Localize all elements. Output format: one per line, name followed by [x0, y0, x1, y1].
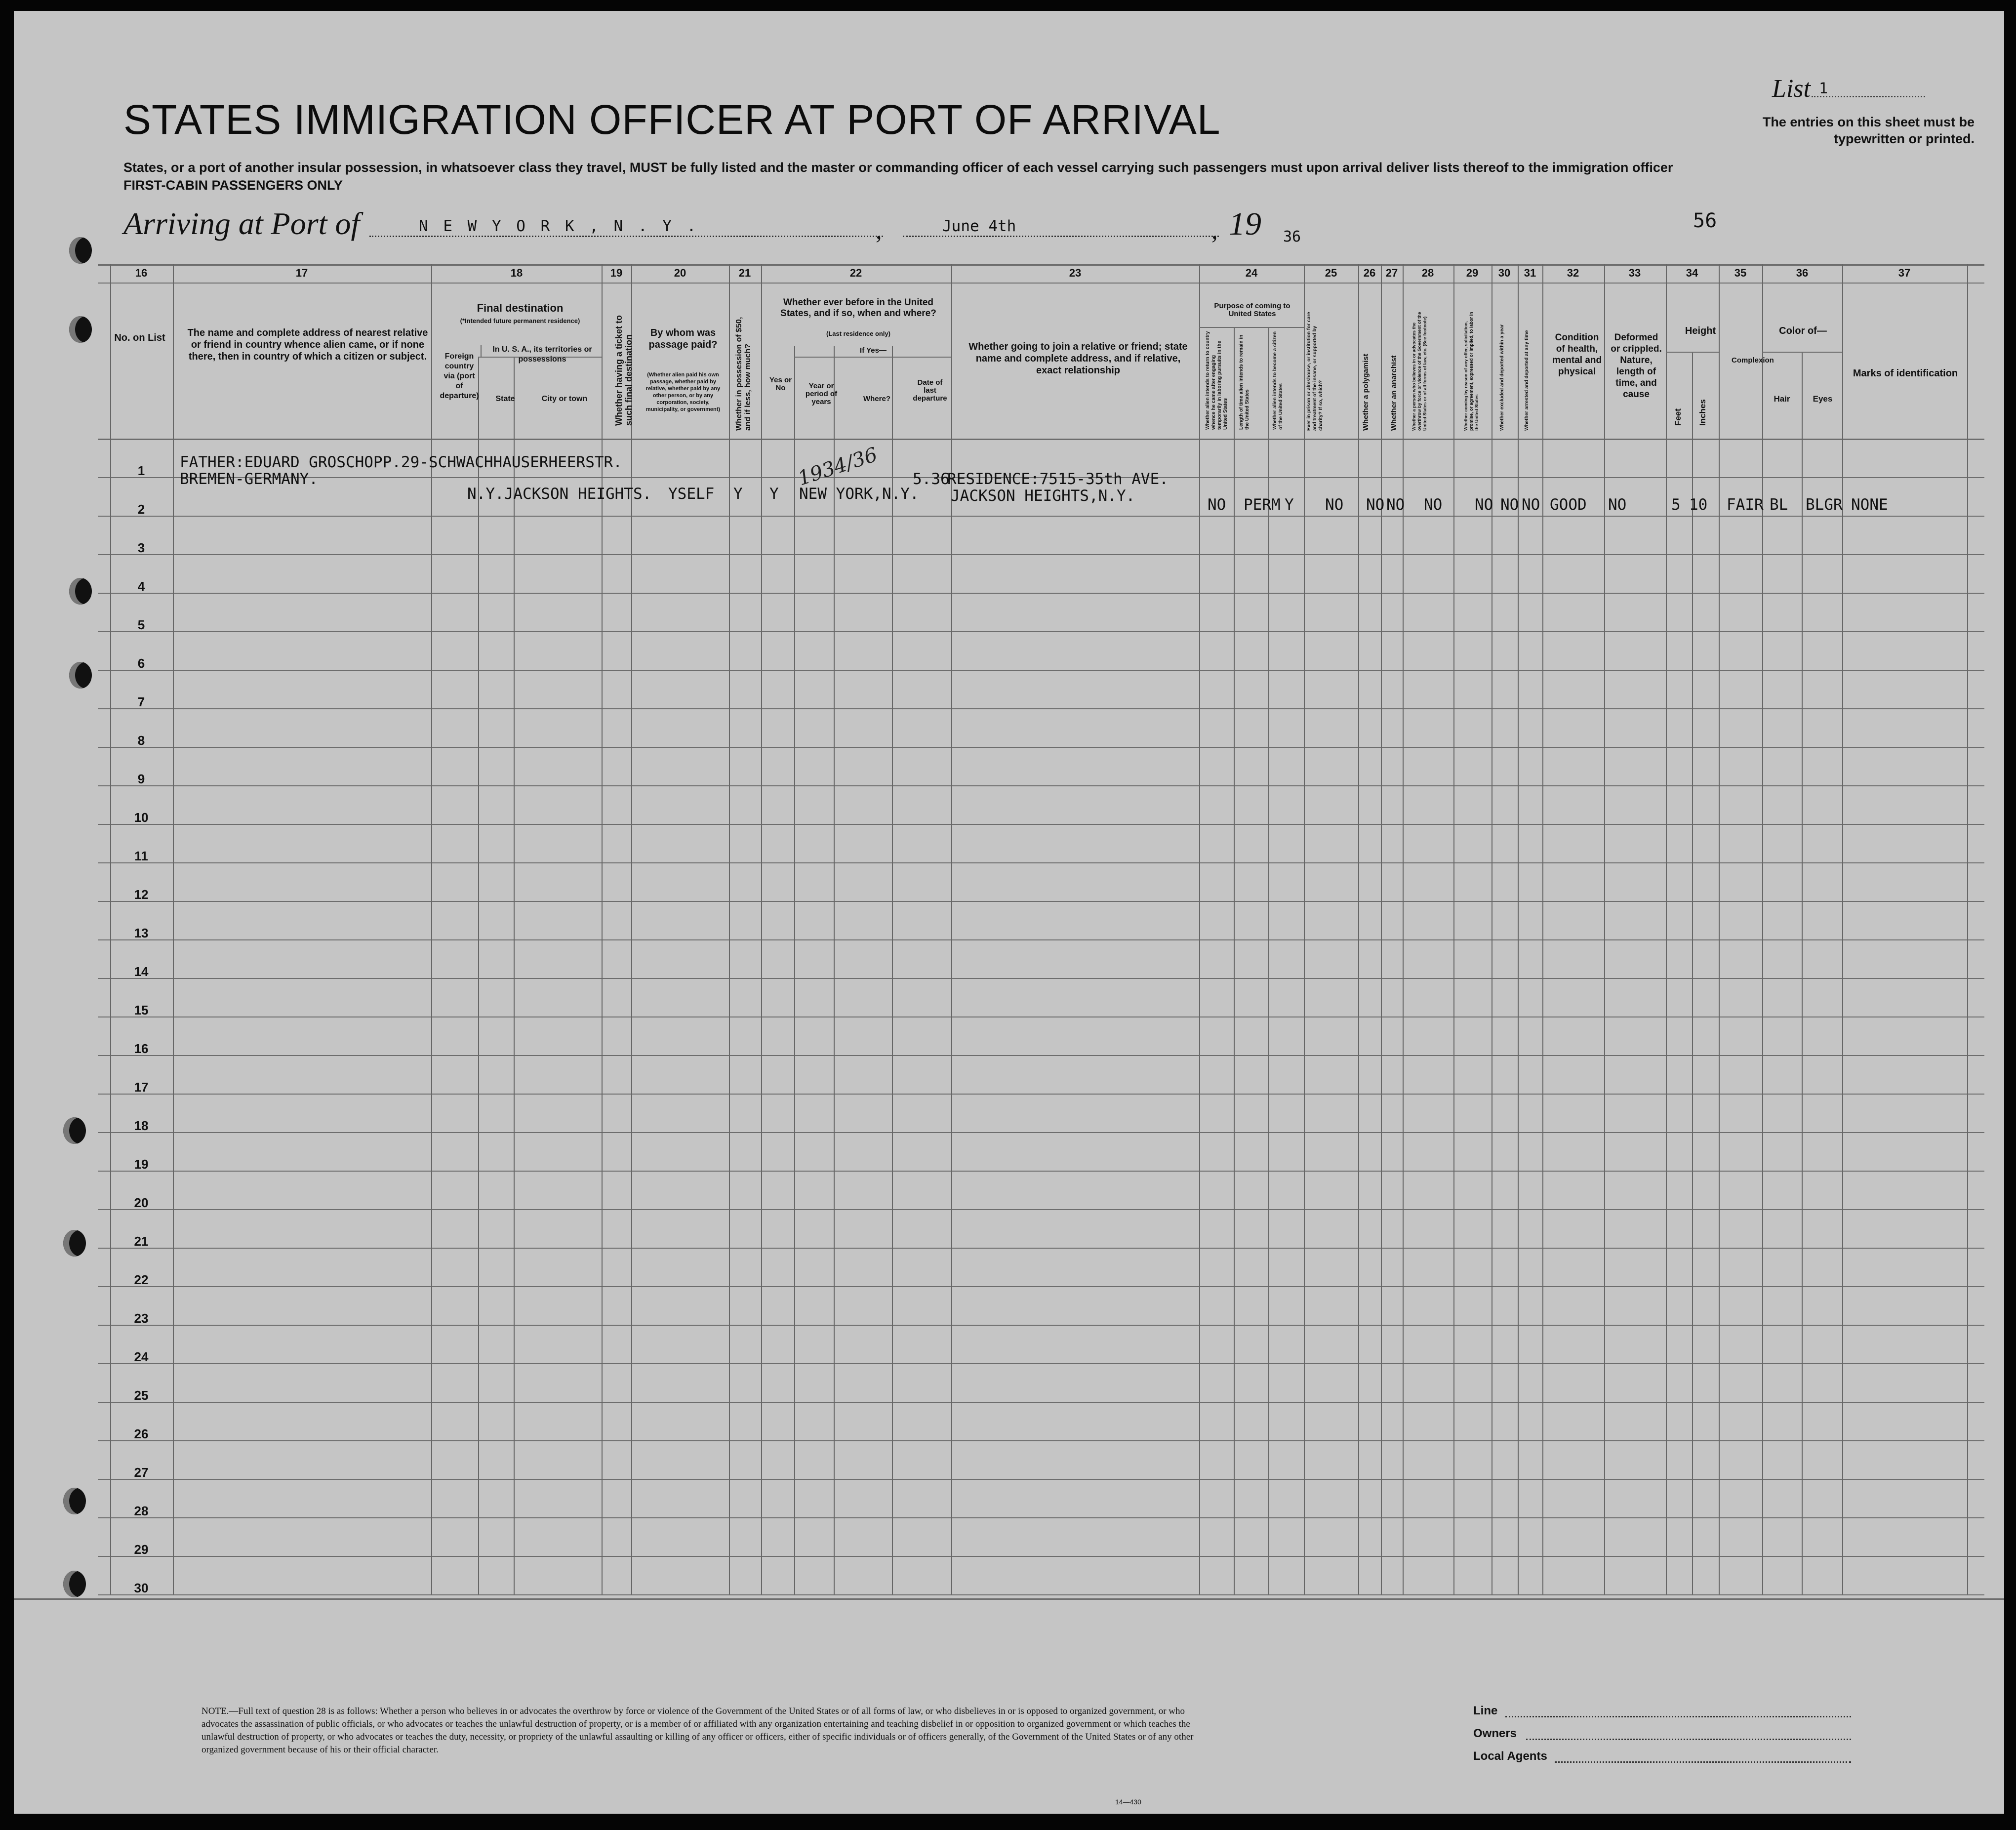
row-rule	[98, 747, 1984, 748]
column-number: 27	[1385, 267, 1398, 279]
passenger-class: FIRST-CABIN PASSENGERS ONLY	[123, 178, 343, 193]
header-col34-inches: Inches	[1698, 399, 1707, 426]
agents-label: Local Agents	[1473, 1749, 1547, 1763]
subheader-rule	[1199, 327, 1304, 328]
header-col30: Whether excluded and deported within a year	[1499, 324, 1505, 431]
header-col20-note: (Whether alien paid his own passage, whether paid by relative, whether paid by any other person, or by any corporation, society, municipality, or government)	[645, 372, 721, 412]
column-number: 16	[135, 267, 148, 279]
row-number: 11	[134, 849, 148, 863]
entry-eyes: BLGR	[1806, 496, 1843, 514]
column-rule	[761, 264, 762, 1594]
row-number: 15	[134, 1003, 149, 1017]
header-col18-city: City or town	[541, 395, 588, 403]
port-line	[369, 236, 883, 237]
owners-field	[1526, 1739, 1851, 1740]
punch-hole	[69, 662, 92, 689]
row-number: 23	[134, 1311, 149, 1326]
column-number: 26	[1363, 267, 1376, 279]
column-rule	[110, 264, 111, 1594]
date-line	[903, 236, 1219, 237]
entry-ticket: Y	[733, 485, 743, 503]
row-number: 25	[134, 1388, 149, 1403]
comma-2: ,	[1211, 216, 1218, 244]
punch-hole	[69, 578, 92, 605]
column-number: 31	[1524, 267, 1536, 279]
column-number: 21	[738, 267, 751, 279]
header-col22-title: Whether ever before in the United States, and if so, when and where?	[780, 297, 936, 319]
header-col22-note: (Last residence only)	[826, 330, 891, 337]
row-rule	[98, 1171, 1984, 1172]
row-rule	[98, 708, 1984, 709]
entry-prison: NO	[1325, 496, 1344, 514]
column-rule	[1542, 264, 1543, 1594]
entry-q29: NO	[1475, 496, 1493, 514]
header-col16: No. on List	[114, 332, 165, 343]
row-rule	[98, 1325, 1984, 1326]
row-number: 19	[134, 1157, 149, 1172]
entry-anarchist: NO	[1386, 496, 1405, 514]
header-col24c: Whether alien intends to become a citizen of the United States	[1272, 331, 1284, 430]
subheader-rule	[1762, 352, 1842, 353]
header-col22-ifyes: If Yes—	[860, 346, 887, 355]
entry-passage-paid: YSELF	[668, 485, 715, 503]
row-number: 2	[137, 502, 145, 517]
row-rule	[98, 978, 1984, 979]
row-rule	[98, 554, 1984, 555]
column-number: 36	[1796, 267, 1809, 279]
row-number: 28	[134, 1504, 149, 1518]
column-rule	[729, 264, 730, 1594]
row-rule	[98, 593, 1984, 594]
header-col24b: Length of time alien intends to remain in the United States	[1239, 334, 1250, 430]
subheader-rule	[1666, 352, 1719, 353]
subheader-rule	[794, 357, 951, 358]
header-col18-state: State	[495, 395, 515, 403]
row-rule	[98, 1517, 1984, 1518]
row-number: 8	[137, 733, 145, 748]
manifest-sheet	[14, 11, 2004, 1814]
column-rule	[631, 264, 632, 1594]
row-rule	[98, 1402, 1984, 1403]
column-rule	[1234, 327, 1235, 1594]
row-rule	[98, 1440, 1984, 1441]
entry-marks: NONE	[1851, 496, 1888, 514]
row-number: 6	[137, 656, 145, 671]
row-number: 22	[134, 1272, 149, 1287]
entry-destination: N.Y.JACKSON HEIGHTS.	[467, 485, 652, 503]
header-col19: Whether having a ticket to such final destination	[614, 315, 634, 426]
column-rule	[1842, 264, 1843, 1594]
column-number: 32	[1567, 267, 1579, 279]
header-col18-usa: In U. S. A., its territories or possessions	[492, 345, 592, 364]
column-rule	[794, 346, 795, 1594]
column-rule	[892, 346, 893, 1594]
agents-field	[1555, 1761, 1851, 1763]
row-number: 16	[134, 1041, 149, 1056]
row-number: 20	[134, 1195, 149, 1210]
row-rule	[98, 939, 1984, 940]
line-field	[1505, 1716, 1851, 1717]
entry-q30: NO	[1500, 496, 1519, 514]
header-col29: Whether coming by reason of any offer, solicitation, promise, or agreement, expressed or implied, to labor in the United States	[1463, 312, 1479, 431]
row-number: 30	[134, 1581, 149, 1595]
header-col21: Whether in possession of $50, and if less, how much?	[735, 317, 752, 431]
header-col36-eyes: Eyes	[1813, 394, 1833, 404]
arriving-label: Arriving at Port of	[123, 206, 360, 241]
punch-hole	[69, 316, 92, 343]
row-number: 12	[134, 887, 149, 902]
row-number: 18	[134, 1118, 149, 1133]
entry-length-stay: PERM	[1244, 496, 1281, 514]
column-number: 34	[1686, 267, 1698, 279]
column-number: 19	[610, 267, 623, 279]
line-label: Line	[1473, 1704, 1498, 1717]
entry-relative-line1: FATHER:EDUARD GROSCHOPP.29-SCHWACHHAUSERHEERSTR.	[180, 453, 622, 471]
header-col34-title: Height	[1685, 325, 1716, 336]
header-col18-title: Final destination	[477, 302, 564, 314]
date-value: June 4th	[942, 217, 1016, 235]
column-rule	[173, 264, 174, 1594]
column-rule	[1381, 264, 1382, 1594]
column-rule	[1518, 264, 1519, 1594]
table-top-rule	[98, 264, 1984, 266]
row-rule	[98, 1132, 1984, 1133]
owners-label: Owners	[1473, 1727, 1517, 1740]
column-number: 37	[1898, 267, 1911, 279]
row-rule	[98, 1209, 1984, 1210]
row-number: 27	[134, 1465, 149, 1480]
row-rule	[98, 631, 1984, 632]
header-bottom-rule	[98, 439, 1984, 440]
list-line	[1812, 96, 1925, 97]
form-title: STATES IMMIGRATION OFFICER AT PORT OF ARRIVAL	[123, 96, 1221, 143]
column-rule	[1666, 264, 1667, 1594]
column-number: 23	[1069, 267, 1082, 279]
header-col17: The name and complete address of nearest relative or friend in country whence alien came, or if none there, then in country of which a citizen or subject.	[187, 327, 428, 362]
header-col18-foreign: Foreign country via (port of departure)	[440, 352, 479, 400]
row-number: 7	[137, 694, 145, 709]
row-rule	[98, 1556, 1984, 1557]
column-rule	[1304, 264, 1305, 1594]
header-col28: Whether a person who believes in or advocates the overthrow by force or violence of the Government of the United States or of all forms of law, etc. (See footnote)	[1411, 312, 1427, 431]
header-col33: Deformed or crippled. Nature, length of time, and cause	[1611, 332, 1662, 400]
entry-money: Y	[769, 485, 779, 503]
header-col31: Whether arrested and deported at any time	[1524, 330, 1530, 431]
entry-join-line2: JACKSON HEIGHTS,N.Y.	[951, 487, 1135, 505]
row-rule	[98, 670, 1984, 671]
column-rule	[1403, 264, 1404, 1594]
header-col22-where: Where?	[863, 395, 890, 403]
column-rule	[1268, 327, 1269, 1594]
punch-hole	[63, 1571, 86, 1597]
header-col22-yesno: Yes or No	[769, 376, 792, 392]
column-rule	[834, 346, 835, 1594]
column-rule	[1453, 264, 1454, 1594]
header-col22-date: Date of last departure	[913, 378, 947, 403]
header-col36-hair: Hair	[1774, 394, 1790, 404]
column-rule	[1692, 352, 1693, 1594]
entry-before-in-us: NEW YORK,N.Y.	[799, 485, 919, 503]
row-number: 29	[134, 1542, 149, 1557]
row-number: 24	[134, 1349, 149, 1364]
column-number: 29	[1466, 267, 1479, 279]
entry-handwritten-mark: 1934/36	[795, 443, 881, 490]
form-subtitle: States, or a port of another insular possession, in whatsoever class they travel, MUST be fully listed and the master or commanding officer of each vessel carrying such passengers must upon arrival deliver lists thereof to the immigration officer	[123, 160, 1673, 175]
row-number: 9	[137, 772, 145, 786]
year-suffix: 36	[1283, 228, 1301, 245]
punch-hole	[69, 237, 92, 264]
row-rule	[98, 516, 1984, 517]
header-col35: Complexion	[1732, 356, 1774, 365]
row-number: 5	[137, 617, 145, 632]
row-rule	[98, 1594, 1984, 1595]
column-rule	[514, 357, 515, 1594]
header-col24a: Whether alien intends to return to country whence he came after engaging temporarily in laboring pursuits in the United States	[1205, 331, 1228, 430]
entry-q28: NO	[1424, 496, 1443, 514]
header-col34-feet: Feet	[1673, 408, 1683, 426]
row-rule	[98, 1479, 1984, 1480]
row-rule	[98, 785, 1984, 786]
column-rule	[1604, 264, 1605, 1594]
port-value: N E W Y O R K , N . Y .	[419, 217, 699, 235]
form-number: 14—430	[1115, 1798, 1141, 1806]
column-rule	[1762, 264, 1763, 1594]
header-col18-note: (*Intended future permanent residence)	[460, 317, 580, 325]
entry-polygamist: NO	[1366, 496, 1385, 514]
entry-q31: NO	[1522, 496, 1540, 514]
header-col27: Whether an anarchist	[1390, 355, 1398, 431]
entry-deformed: NO	[1608, 496, 1627, 514]
punch-hole	[63, 1488, 86, 1514]
column-number: 35	[1734, 267, 1747, 279]
header-col26: Whether a polygamist	[1362, 354, 1370, 431]
row-rule	[98, 1363, 1984, 1364]
row-number: 21	[134, 1234, 149, 1249]
column-number: 30	[1498, 267, 1511, 279]
entry-hair: BL	[1770, 496, 1788, 514]
column-rule	[1199, 264, 1200, 1594]
header-col24-title: Purpose of coming to United States	[1214, 302, 1290, 318]
row-number: 3	[137, 540, 145, 555]
column-number-rule	[98, 283, 1984, 284]
row-rule	[98, 862, 1984, 863]
entry-height-inches: 10	[1689, 496, 1708, 514]
list-value: 1	[1819, 80, 1828, 97]
header-col25: Ever in prison or almshouse, or institution for care and treatment of the insane, or supported by charity? If so, which?	[1306, 312, 1324, 431]
row-rule	[98, 1055, 1984, 1056]
entry-return-intent: NO	[1208, 496, 1226, 514]
entry-departure-date: 5.36	[913, 470, 950, 488]
entry-relative-line2: BREMEN-GERMANY.	[180, 470, 318, 488]
header-col22-year: Year or period of years	[805, 382, 838, 406]
entries-note: The entries on this sheet must be typewritten or printed.	[1762, 115, 1975, 146]
column-rule	[1358, 264, 1359, 1594]
column-number: 33	[1628, 267, 1641, 279]
year-prefix: 19	[1229, 206, 1261, 242]
list-label: List	[1772, 75, 1811, 103]
comma-1: ,	[876, 216, 882, 244]
entry-height-feet: 5	[1671, 496, 1681, 514]
table-bottom-rule	[14, 1598, 2004, 1600]
row-number: 17	[134, 1080, 149, 1095]
row-number: 10	[134, 810, 149, 825]
row-rule	[98, 1248, 1984, 1249]
row-rule	[98, 824, 1984, 825]
footnote-question-28: NOTE.—Full text of question 28 is as follows: Whether a person who believes in or advocates the overthrow by force or violence of the Government of the United States or of all forms of law, or who disbelieves in or is opposed to organized government, or who advocates the assassination of public officials, or who advocates or teaches the unlawful destruction of property, or is a member of or affiliated with any organization entertaining and teaching disbelief in or opposition to organized government or which teaches the unlawful destruction of property, or who advocates or teaches the duty, necessity, or propriety of the unlawful assaulting or killing of any officer or officers, either of specific individuals or of officers generally, of the Government of the United States or of any other organized government because of his or their official character.	[202, 1706, 1194, 1755]
punch-hole	[63, 1117, 86, 1144]
column-number: 25	[1325, 267, 1337, 279]
row-number: 4	[137, 579, 145, 594]
column-rule	[951, 264, 952, 1594]
column-number: 17	[295, 267, 308, 279]
header-col37: Marks of identification	[1853, 368, 1958, 379]
header-col20: By whom was passage paid?	[648, 327, 718, 350]
column-rule	[1802, 352, 1803, 1594]
row-number: 1	[137, 463, 145, 478]
row-rule	[98, 1286, 1984, 1287]
column-rule	[1967, 264, 1968, 1594]
row-number: 13	[134, 926, 149, 940]
column-number: 28	[1421, 267, 1434, 279]
row-rule	[98, 901, 1984, 902]
punch-hole	[63, 1230, 86, 1257]
entry-complexion: FAIR	[1727, 496, 1764, 514]
row-number: 14	[134, 964, 149, 979]
entry-health: GOOD	[1550, 496, 1587, 514]
entry-citizen-intent: Y	[1285, 496, 1294, 514]
row-rule	[98, 1094, 1984, 1095]
column-number: 20	[674, 267, 686, 279]
column-rule	[1719, 264, 1720, 1594]
column-rule	[478, 357, 479, 1594]
row-number: 26	[134, 1426, 149, 1441]
header-col36-title: Color of—	[1779, 325, 1827, 336]
column-rule	[481, 345, 482, 357]
column-number: 22	[849, 267, 862, 279]
entry-join-line1: RESIDENCE:7515-35th AVE.	[947, 470, 1169, 488]
header-col32: Condition of health, mental and physical	[1552, 332, 1602, 377]
page-number: 56	[1693, 209, 1717, 232]
column-number: 18	[510, 267, 523, 279]
header-col23: Whether going to join a relative or friend; state name and complete address, and if relative, exact relationship	[968, 341, 1188, 376]
column-number: 24	[1245, 267, 1258, 279]
